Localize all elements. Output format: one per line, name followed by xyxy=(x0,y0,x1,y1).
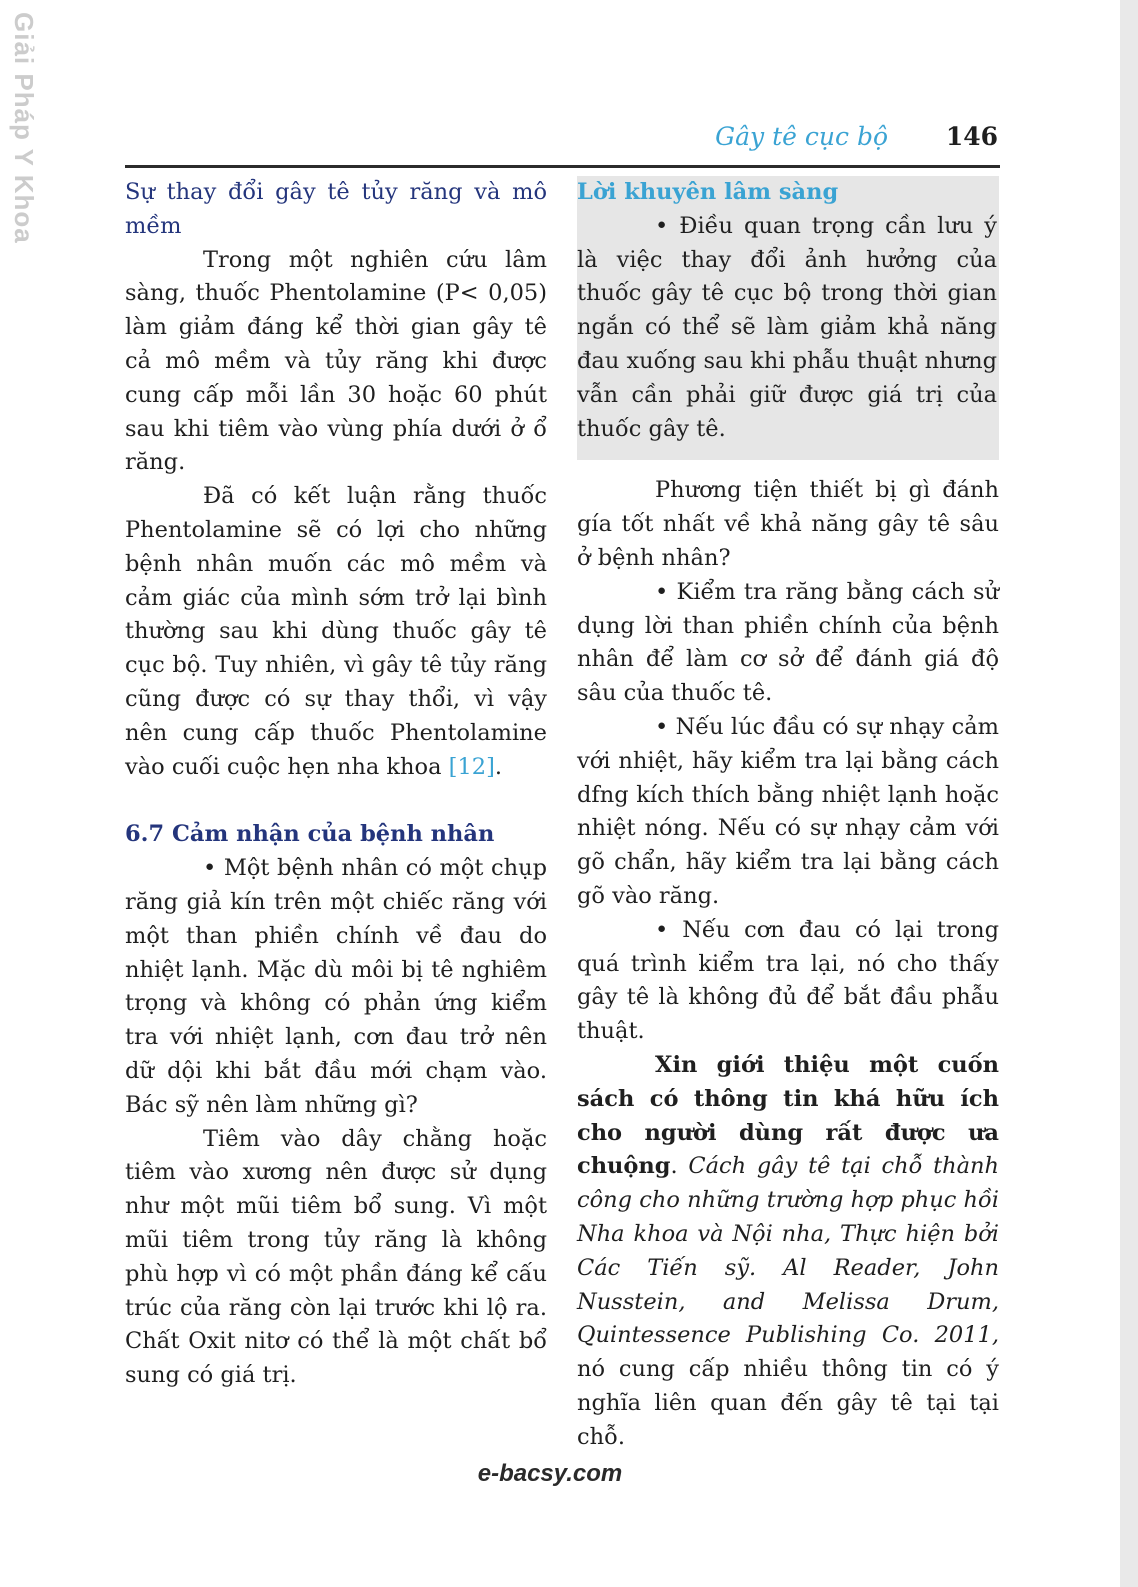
left-column xyxy=(125,176,547,1393)
book-recommendation-dot: . xyxy=(670,1153,678,1180)
clinical-tip-title: Lời khuyên lâm sàng xyxy=(577,179,839,205)
chapter-title: Gây tê cục bộ xyxy=(715,122,888,151)
footer-site[interactable]: e-bacsy.com xyxy=(477,1460,623,1487)
clinical-tip-text: • Điều quan trọng cần lưu ý là việc thay đổi ảnh hưởng của thuốc gây tê cục bộ trong thời gian ngắn có thể sẽ làm giảm khả năng đau xuống sau khi phẫu thuật nhưng vẫn cần phải giữ được giá trị của thuốc gây tê. xyxy=(577,212,997,442)
side-brand-watermark: Giải Pháp Y Khoa xyxy=(9,12,39,244)
book-recommendation-bold: Xin giới thiệu một cuốn sách có thông tin khá hữu ích cho người dùng rất được ưa chuộng xyxy=(577,1051,999,1180)
citation-link[interactable]: [12] xyxy=(448,753,495,780)
paragraph-clinical-study: Trong một nghiên cứu lâm sàng, thuốc Phentolamine (P< 0,05) làm giảm đáng kể thời gian gây tê cả mô mềm và tủy răng khi được cung cấp mỗi lần 30 hoặc 60 phút sau khi tiêm vào vùng phía dưới ở ổ răng. xyxy=(125,246,547,476)
bullet-test-tooth: • Kiểm tra răng bằng cách sử dụng lời than phiền chính của bệnh nhân để làm cơ sở để đánh giá độ sâu của thuốc tê. xyxy=(577,578,999,707)
bullet-pain-recurs: • Nếu cơn đau có lại trong quá trình kiểm tra lại, nó cho thấy gây tê là không đủ để bắt đầu phẫu thuật. xyxy=(577,916,999,1045)
paragraph-conclusion-text: Đã có kết luận rằng thuốc Phentolamine sẽ có lợi cho những bệnh nhân muốn các mô mềm và cảm giác của mình sớm trở lại bình thường sau khi dùng thuốc gây tê cục bộ. Tuy nhiên, vì gây tê tủy răng cũng được có sự thay thổi, vì vậy nên cung cấp thuốc Phentolamine vào cuối cuộc hẹn nha khoa xyxy=(125,483,547,780)
book-recommendation xyxy=(577,1049,999,1455)
paragraph-conclusion-end: . xyxy=(494,753,503,780)
page-header xyxy=(125,118,1000,162)
clinical-tip-box xyxy=(577,176,999,460)
page-number: 146 xyxy=(945,122,998,151)
spacer xyxy=(125,784,547,818)
book-recommendation-end: nó cung cấp nhiều thông tin có ý nghĩa liên quan đến gây tê tại tại chỗ. xyxy=(577,1356,999,1450)
header-divider xyxy=(125,165,1000,168)
page-edge-strip xyxy=(1120,0,1138,1587)
bullet-case-question: • Một bệnh nhân có một chụp răng giả kín trên một chiếc răng với một than phiền chính về đau do nhiệt lạnh. Mặc dù môi bị tê nghiêm trọng và không có phản ứng kiểm tra với nhiệt lạnh, cơn đau trở nên dữ dội khi bắt đầu mới chạm vào. Bác sỹ nên làm những gì? xyxy=(125,855,547,1118)
book-recommendation-title: Cách gây tê tại chỗ thành công cho những trường hợp phục hồi Nha khoa và Nội nha, Thực hiện bởi Các Tiến sỹ. Al Reader, John Nusstein, and Melissa Drum, Quintessence Publishing Co. 2011, xyxy=(577,1153,999,1349)
paragraph-supplemental-injection: Tiêm vào dây chằng hoặc tiêm vào xương nên được sử dụng như một mũi tiêm bổ sung. Vì một mũi tiêm trong tủy răng là không phù hợp vì có một phần đáng kể cấu trúc của răng còn lại trước khi lộ ra. Chất Oxit nitơ có thể là một chất bổ sung có giá trị. xyxy=(125,1125,547,1389)
bullet-thermal-sensitivity: • Nếu lúc đầu có sự nhạy cảm với nhiệt, hãy kiểm tra lại bằng cách dfng kích thích bằng nhiệt lạnh hoặc nhiệt nóng. Nếu có sự nhạy cảm với gõ chẩn, hãy kiểm tra lại bằng cách gõ vào răng. xyxy=(577,713,999,909)
section-heading-patient-perception: 6.7 Cảm nhận của bệnh nhân xyxy=(125,821,495,848)
paragraph-conclusion xyxy=(125,480,547,784)
section-heading-pulp-anesthesia: Sự thay đổi gây tê tủy răng và mô mềm xyxy=(125,179,547,239)
question-paragraph: Phương tiện thiết bị gì đánh gía tốt nhất về khả năng gây tê sâu ở bệnh nhân? xyxy=(577,477,999,571)
right-column xyxy=(577,176,999,1454)
